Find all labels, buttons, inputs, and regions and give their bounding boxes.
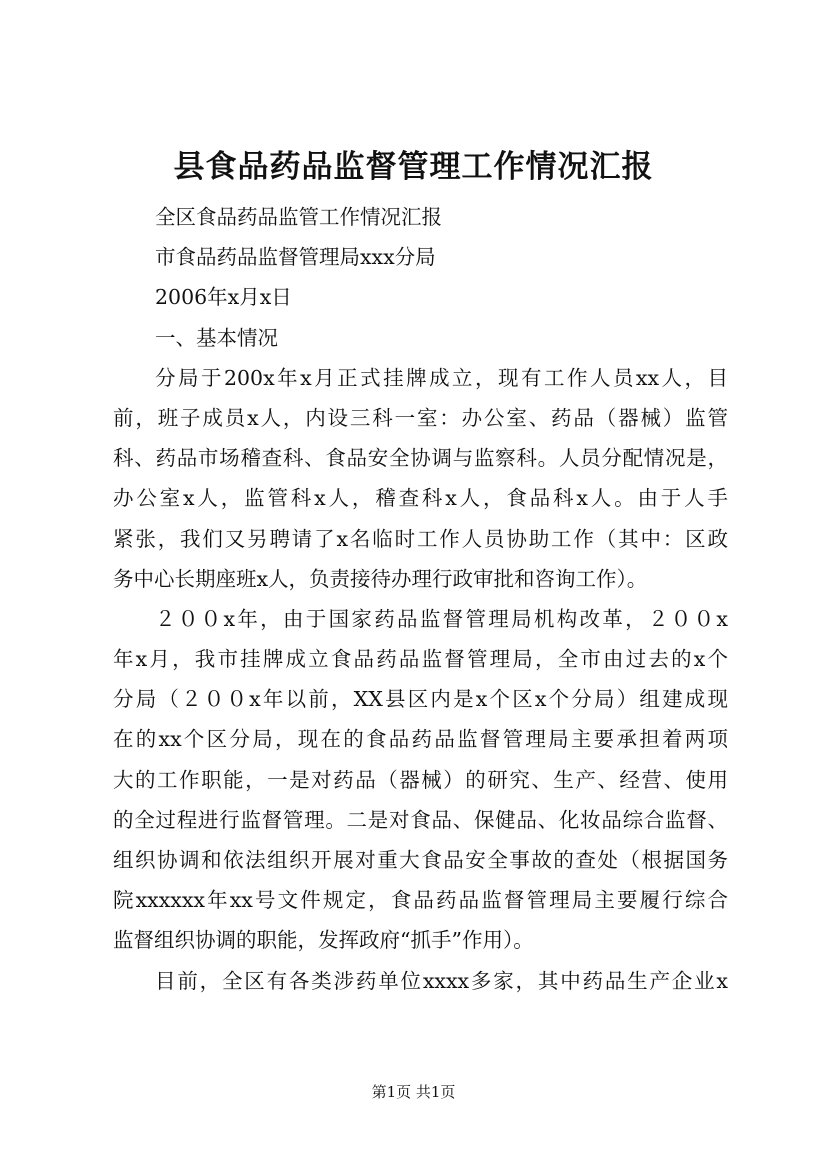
issuer-line: 市食品药品监督管理局xxx分局	[155, 245, 436, 270]
paragraph-line: 在的xx个区分局，现在的食品药品监督管理局主要承担着两项	[113, 727, 728, 752]
document-title: 县食品药品监督管理工作情况汇报	[173, 149, 654, 185]
paragraph-line: 目前，全区有各类涉药单位xxxx多家，其中药品生产企业x	[155, 968, 728, 993]
paragraph-line: 分局于200x年x月正式挂牌成立，现有工作人员xx人，目	[155, 365, 728, 390]
subtitle-line: 全区食品药品监管工作情况汇报	[155, 205, 442, 229]
paragraph-line: 务中心长期座班x人，负责接待办理行政审批和咨询工作）。	[113, 566, 648, 591]
paragraph-line: 办公室x人，监管科x人，稽查科x人，食品科x人。由于人手	[113, 486, 728, 511]
paragraph-line: 院xxxxxx年xx号文件规定，食品药品监督管理局主要履行综合	[113, 888, 728, 913]
paragraph-line: 组织协调和依法组织开展对重大食品安全事故的查处（根据国务	[113, 848, 728, 872]
paragraph-line: 大的工作职能，一是对药品（器械）的研究、生产、经营、使用	[113, 767, 728, 792]
paragraph-line: 年x月，我市挂牌成立食品药品监督管理局，全市由过去的x个	[113, 647, 728, 672]
paragraph-line: 科、药品市场稽查科、食品安全协调与监察科。人员分配情况是，	[113, 446, 728, 471]
paragraph-line: ２００x年，由于国家药品监督管理局机构改革，２００x	[155, 606, 728, 631]
section-heading: 一、基本情况	[155, 325, 278, 350]
paragraph-line: 前，班子成员x人，内设三科一室：办公室、药品（器械）监管	[113, 405, 728, 430]
paragraph-line: 分局（２００x年以前，XX县区内是x个区x个分局）组建成现	[113, 687, 728, 712]
paragraph-line: 紧张，我们又另聘请了x名临时工作人员协助工作（其中：区政	[113, 526, 728, 551]
page-footer: 第1页 共1页	[371, 1083, 456, 1101]
document-body	[113, 197, 728, 1001]
date-line: 2006年x月x日	[155, 285, 292, 310]
paragraph-line: 的全过程进行监督管理。二是对食品、保健品、化妆品综合监督、	[113, 807, 728, 832]
paragraph-line: 监督组织协调的职能，发挥政府“抓手”作用）。	[113, 928, 534, 953]
